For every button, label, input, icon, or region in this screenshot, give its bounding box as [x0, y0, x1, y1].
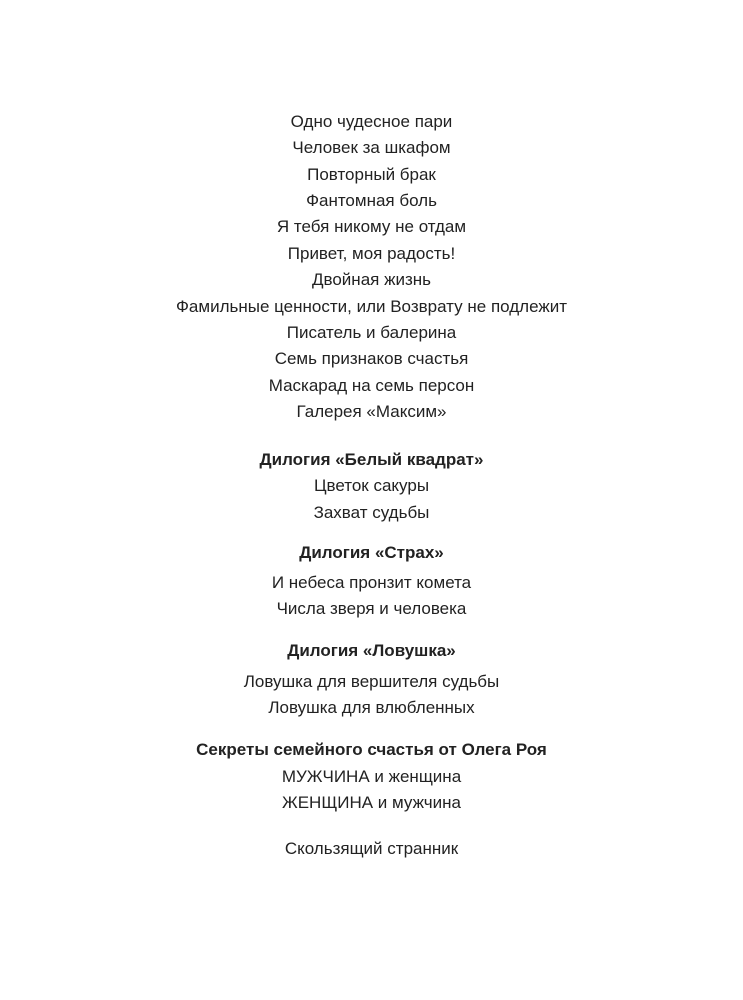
series-heading: Дилогия «Страх»	[299, 543, 444, 562]
book-title: Фантомная боль	[306, 191, 437, 210]
book-title: Писатель и балерина	[286, 323, 457, 342]
series-heading: Дилогия «Белый квадрат»	[259, 450, 484, 469]
book-title: Привет, моя радость!	[287, 244, 456, 263]
book-title: И небеса пронзит комета	[271, 573, 472, 592]
book-title: МУЖЧИНА и женщина	[281, 767, 462, 786]
book-title: Двойная жизнь	[312, 270, 431, 289]
book-title: Фамильные ценности, или Возврату не подлежит	[176, 297, 567, 316]
book-title: Человек за шкафом	[292, 138, 451, 157]
book-title: Захват судьбы	[313, 503, 430, 522]
book-title: Ловушка для влюбленных	[268, 698, 475, 717]
book-title: Семь признаков счастья	[274, 349, 469, 368]
book-title: Повторный брак	[307, 165, 436, 184]
book-title: Маскарад на семь персон	[268, 376, 475, 395]
book-title: Одно чудесное пари	[290, 112, 453, 131]
book-title: Цветок сакуры	[313, 476, 430, 495]
book-title: Я тебя никому не отдам	[276, 217, 467, 236]
series-heading: Дилогия «Ловушка»	[287, 641, 456, 660]
book-title: Скользящий странник	[284, 839, 459, 858]
series-heading: Секреты семейного счастья от Олега Роя	[196, 740, 547, 759]
book-title: Галерея «Максим»	[296, 402, 447, 421]
book-title: Числа зверя и человека	[276, 599, 467, 618]
book-title: ЖЕНЩИНА и мужчина	[282, 793, 461, 812]
book-title: Ловушка для вершителя судьбы	[243, 672, 500, 691]
